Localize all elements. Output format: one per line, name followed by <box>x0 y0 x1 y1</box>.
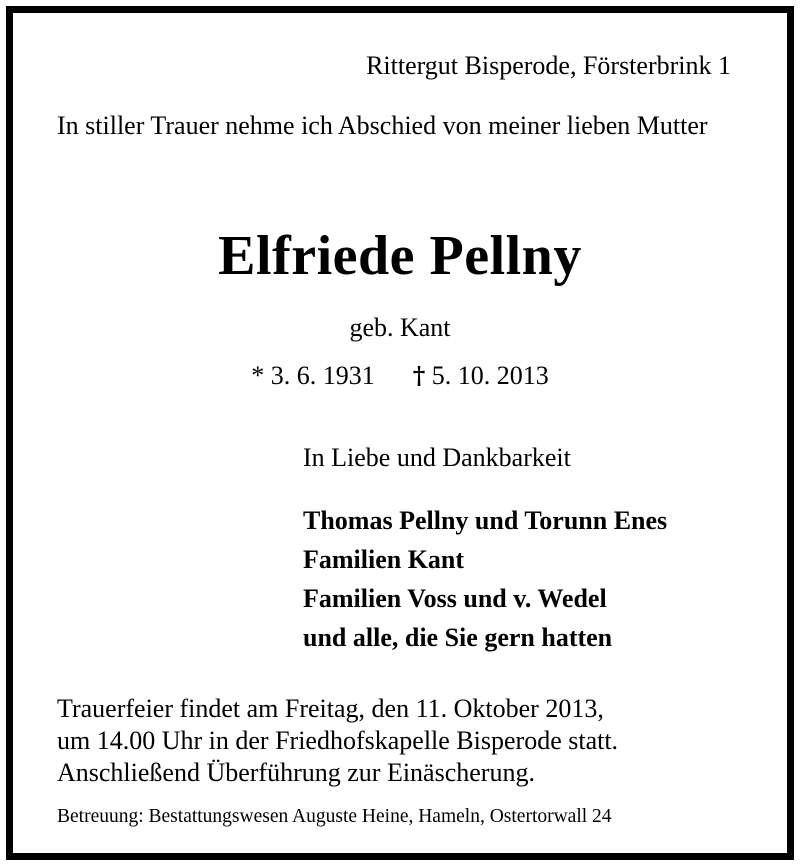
closing-phrase: In Liebe und Dankbarkeit <box>303 443 571 472</box>
service-line: Trauerfeier findet am Freitag, den 11. Oktober 2013, <box>57 694 604 723</box>
mourner-line: Familien Kant <box>303 545 465 574</box>
maiden-name: geb. Kant <box>349 313 451 342</box>
cross-icon: † <box>412 361 426 390</box>
service-info <box>57 693 618 789</box>
mourner-line: Thomas Pellny und Torunn Enes <box>303 506 668 535</box>
service-line: um 14.00 Uhr in der Friedhofskapelle Bisperode statt. <box>57 726 619 755</box>
death-date: 5. 10. 2013 <box>431 361 549 390</box>
address-line: Rittergut Bisperode, Försterbrink 1 <box>366 51 731 80</box>
life-dates <box>13 363 787 389</box>
birth-date: * 3. 6. 1931 <box>251 361 375 390</box>
intro-text: In stiller Trauer nehme ich Abschied von meiner lieben Mutter <box>57 111 708 140</box>
mourner-line: und alle, die Sie gern hatten <box>303 623 613 652</box>
mourner-line: Familien Voss und v. Wedel <box>303 584 607 613</box>
service-line: Anschließend Überführung zur Einäscherung. <box>57 758 535 787</box>
undertaker-line: Betreuung: Bestattungswesen Auguste Heine, Hameln, Ostertorwall 24 <box>57 806 612 827</box>
obituary-notice-frame <box>6 6 794 860</box>
mourners-list <box>303 501 667 657</box>
deceased-name: Elfriede Pellny <box>218 225 582 287</box>
